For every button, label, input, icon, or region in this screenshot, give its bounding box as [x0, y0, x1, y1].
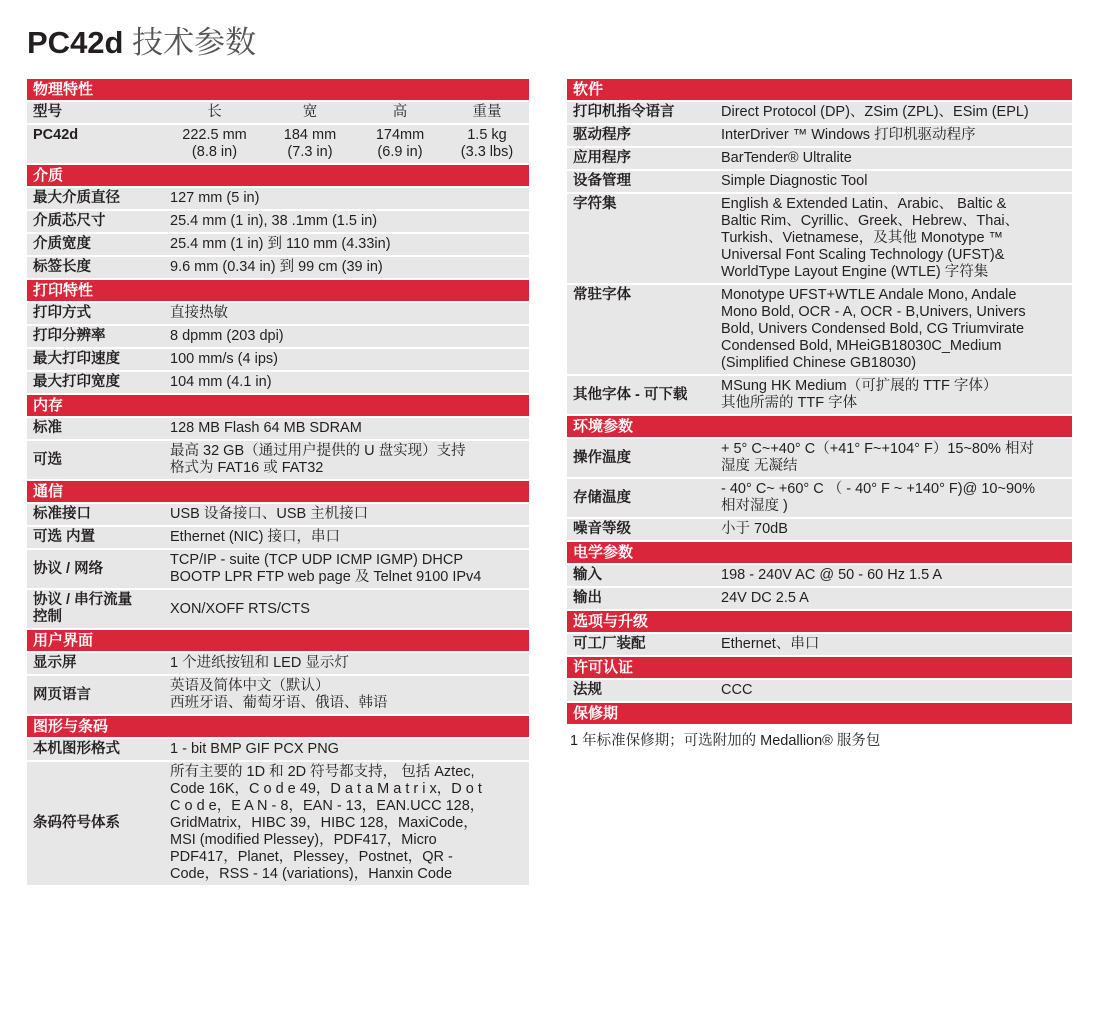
section-header: 图形与条码 [27, 716, 529, 737]
spec-label: 法规 [573, 682, 602, 698]
warranty-note: 1 年标准保修期；可选附加的 Medallion® 服务包 [570, 733, 881, 749]
spec-label: 本机图形格式 [33, 741, 120, 757]
spec-label: 协议 / 网络 [33, 560, 104, 577]
section-header: 通信 [27, 481, 529, 502]
section-header: 介质 [27, 165, 529, 186]
spec-value: 所有主要的 1D 和 2D 符号都支持， 包括 Aztec, Code 16K，C o d e 49，D a t a M a t r i x，D o t C o d e，E A N - 8，EAN - 13，EAN.UCC 128， GridMatrix，HIBC 39，HIBC 128，MaxiCode， MSI (modified Plessey)，PDF417，Micro PDF417，Planet，Plessey，Postnet，QR - Code，RSS - 14 (variations)，Hanxin Code [170, 764, 485, 882]
dims-header-row [27, 102, 529, 123]
spec-label: 标准 [33, 420, 62, 436]
spec-row [27, 653, 529, 674]
spec-label: 应用程序 [573, 150, 631, 166]
spec-value: 127 mm (5 in) [170, 190, 260, 206]
spec-label: 协议 / 串行流量 控制 [33, 592, 133, 625]
spec-label: 标签长度 [33, 259, 91, 275]
spec-label: 条码符号体系 [33, 815, 120, 831]
spec-value: Direct Protocol (DP)、ZSim (ZPL)、ESim (EPL) [721, 104, 1029, 120]
spec-row [567, 634, 1072, 655]
dims-col-width: 宽 [302, 104, 318, 120]
spec-label: 打印分辨率 [33, 328, 106, 344]
spec-label: 显示屏 [33, 655, 77, 671]
dims-col-weight: 重量 [472, 104, 502, 120]
spec-label: 字符集 [573, 196, 617, 212]
spec-label: 介质宽度 [33, 236, 91, 252]
section-header: 选项与升级 [567, 611, 1072, 632]
spec-value: TCP/IP - suite (TCP UDP ICMP IGMP) DHCP BOOTP LPR FTP web page 及 Telnet 9100 IPv4 [170, 552, 482, 585]
spec-row [27, 257, 529, 278]
spec-label: 操作温度 [573, 449, 631, 466]
spec-row [27, 550, 529, 588]
spec-row [27, 527, 529, 548]
spec-label: 打印机指令语言 [573, 104, 675, 120]
dims-model: PC42d [33, 127, 79, 143]
spec-row [567, 439, 1072, 477]
section-header: 软件 [567, 79, 1072, 100]
title-subtitle: 技术参数 [132, 25, 257, 60]
spec-value: 198 - 240V AC @ 50 - 60 Hz 1.5 A [721, 567, 943, 583]
spec-label: 网页语言 [33, 686, 91, 703]
spec-value: USB 设备接口、USB 主机接口 [170, 506, 369, 522]
spec-row [27, 590, 529, 628]
spec-value: BarTender® Ultralite [721, 150, 852, 166]
spec-row [567, 588, 1072, 609]
spec-value: 1 - bit BMP GIF PCX PNG [170, 741, 339, 757]
spec-row [27, 504, 529, 525]
spec-label: 可选 内置 [33, 529, 96, 545]
spec-value: 小于 70dB [721, 521, 788, 537]
spec-value: 8 dpmm (203 dpi) [170, 328, 284, 344]
spec-label: 常驻字体 [573, 287, 631, 303]
spec-row [567, 148, 1072, 169]
spec-label: 最大打印速度 [33, 351, 120, 367]
spec-value: 直接热敏 [170, 305, 228, 321]
section-header: 内存 [27, 395, 529, 416]
spec-row [27, 211, 529, 232]
spec-label: 可选 [33, 451, 62, 468]
spec-row [567, 102, 1072, 123]
spec-row [27, 418, 529, 439]
spec-label: 其他字体 - 可下载 [573, 386, 688, 403]
spec-value: CCC [721, 682, 753, 698]
spec-value: 25.4 mm (1 in) 到 110 mm (4.33in) [170, 236, 391, 252]
spec-label: 最大打印宽度 [33, 374, 120, 390]
right-sections [567, 79, 1072, 724]
spec-row [567, 519, 1072, 540]
spec-value: 1 个进纸按钮和 LED 显示灯 [170, 655, 349, 671]
left-column [27, 79, 529, 887]
spec-row [567, 376, 1072, 414]
model-name: PC42d [27, 25, 124, 60]
spec-value: Ethernet (NIC) 接口，串口 [170, 529, 340, 545]
spec-label: 输入 [573, 567, 602, 583]
spec-label: 输出 [573, 590, 602, 606]
spec-label: 最大介质直径 [33, 190, 120, 206]
spec-label: 驱动程序 [573, 127, 631, 143]
right-column [567, 79, 1072, 756]
spec-value: + 5° C~+40° C（+41° F~+104° F）15~80% 相对 湿度 无凝结 [721, 441, 1034, 474]
dims-col-model: 型号 [33, 104, 62, 120]
section-header: 保修期 [567, 703, 1072, 724]
spec-value: Monotype UFST+WTLE Andale Mono, Andale Mono Bold, OCR - A, OCR - B,Univers, Univers Bold, Univers Condensed Bold, CG Triumvirate Condensed Bold, MHeiGB18030C_Medium (Simplified Chinese GB18030) [721, 287, 1026, 371]
spec-row [27, 326, 529, 347]
spec-row [567, 285, 1072, 374]
spec-value: MSung HK Medium（可扩展的 TTF 字体） 其他所需的 TTF 字体 [721, 378, 998, 411]
spec-label: 可工厂装配 [573, 636, 646, 652]
section-header-physical: 物理特性 [27, 79, 529, 100]
spec-row [567, 194, 1072, 283]
page-title [27, 24, 256, 62]
spec-row [567, 680, 1072, 701]
spec-row [27, 188, 529, 209]
section-header: 电学参数 [567, 542, 1072, 563]
spec-row [27, 349, 529, 370]
spec-value: 25.4 mm (1 in), 38 .1mm (1.5 in) [170, 213, 378, 229]
spec-value: 128 MB Flash 64 MB SDRAM [170, 420, 362, 436]
spec-label: 存储温度 [573, 489, 631, 506]
spec-label: 噪音等级 [573, 521, 631, 537]
dims-width: 184 mm (7.3 in) [283, 127, 337, 160]
left-sections [27, 165, 529, 885]
spec-row [27, 372, 529, 393]
dims-value-row [27, 125, 529, 163]
dims-weight: 1.5 kg (3.3 lbs) [460, 127, 514, 160]
dims-length: 222.5 mm (8.8 in) [182, 127, 247, 160]
spec-value: 9.6 mm (0.34 in) 到 99 cm (39 in) [170, 259, 383, 275]
spec-row [27, 676, 529, 714]
spec-row [567, 565, 1072, 586]
spec-value: 最高 32 GB（通过用户提供的 U 盘实现）支持 格式为 FAT16 或 FAT32 [170, 443, 466, 476]
spec-row [27, 234, 529, 255]
spec-value: InterDriver ™ Windows 打印机驱动程序 [721, 127, 976, 143]
spec-value: 104 mm (4.1 in) [170, 374, 272, 390]
section-header: 打印特性 [27, 280, 529, 301]
spec-value: Ethernet、串口 [721, 636, 820, 652]
spec-label: 标准接口 [33, 506, 91, 522]
section-header: 用户界面 [27, 630, 529, 651]
spec-label: 设备管理 [573, 173, 631, 189]
spec-value: XON/XOFF RTS/CTS [170, 600, 310, 617]
spec-value: Simple Diagnostic Tool [721, 173, 868, 189]
spec-row [567, 125, 1072, 146]
spec-label: 打印方式 [33, 305, 91, 321]
spec-row [27, 441, 529, 479]
spec-row [567, 171, 1072, 192]
dims-col-length: 长 [207, 104, 222, 120]
section-header: 环境参数 [567, 416, 1072, 437]
spec-row [27, 762, 529, 885]
dims-height: 174mm (6.9 in) [375, 127, 425, 160]
spec-row [27, 739, 529, 760]
spec-value: - 40° C~ +60° C （ - 40° F ~ +140° F)@ 10~90% 相对湿度 ) [721, 481, 1035, 514]
spec-value: 24V DC 2.5 A [721, 590, 809, 606]
section-header: 许可认证 [567, 657, 1072, 678]
dims-col-height: 高 [392, 104, 408, 120]
spec-value: English & Extended Latin、Arabic、 Baltic & Baltic Rim、Cyrillic、Greek、Hebrew、Thai、 Turkish、Vietnamese，及其他 Monotype ™ Universal Font Scaling Technology (UFST)& WorldType Layout Engine (WTLE) 字符集 [721, 196, 1020, 280]
spec-label: 介质芯尺寸 [33, 213, 106, 229]
spec-value: 英语及简体中文（默认） 西班牙语、葡萄牙语、俄语、韩语 [170, 678, 388, 711]
spec-row [567, 479, 1072, 517]
spec-value: 100 mm/s (4 ips) [170, 351, 278, 367]
spec-row [27, 303, 529, 324]
